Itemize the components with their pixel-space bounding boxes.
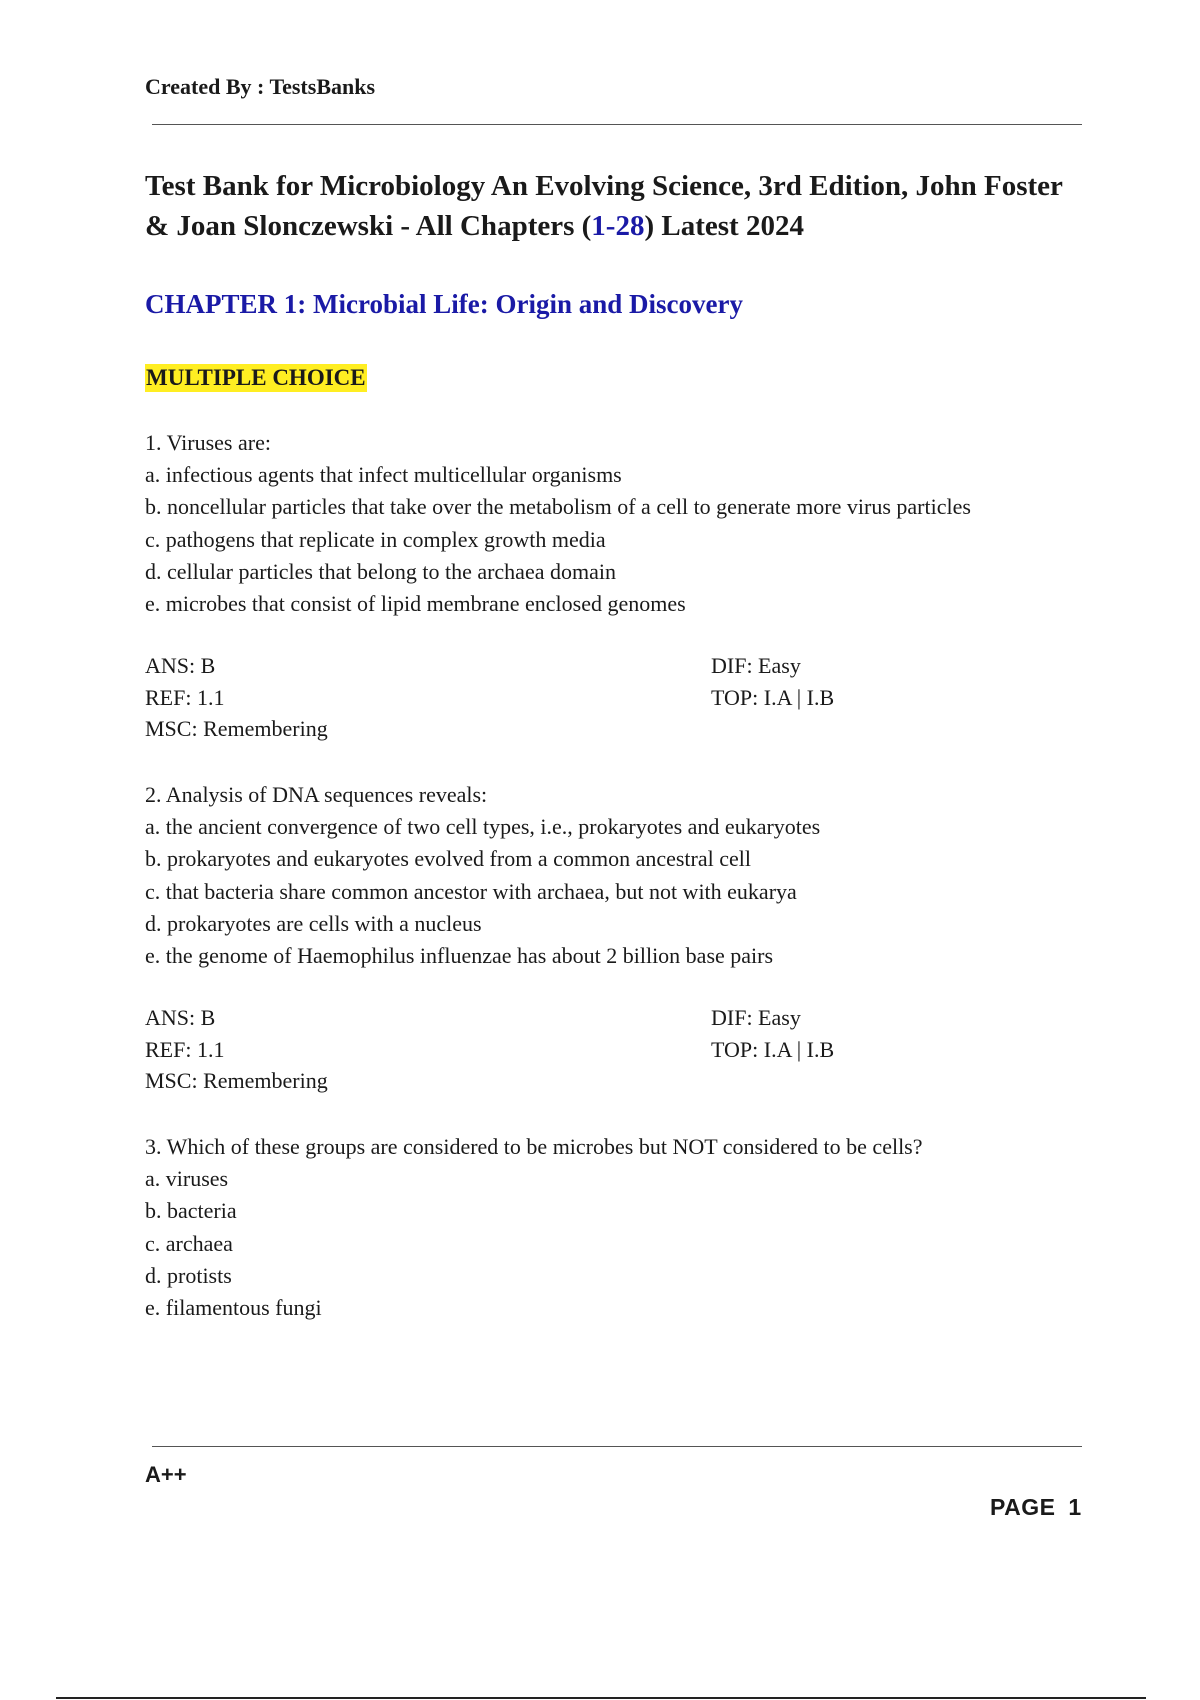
answer-option: a. the ancient convergence of two cell types, i.e., prokaryotes and eukaryotes [145, 814, 821, 840]
answer-option: e. filamentous fungi [145, 1295, 322, 1321]
answer-option: a. viruses [145, 1166, 229, 1192]
answer-option: d. prokaryotes are cells with a nucleus [145, 910, 482, 936]
question-2-meta [145, 1002, 1085, 1102]
document-title [145, 166, 1085, 246]
question-2 [145, 779, 1085, 972]
question-3 [145, 1131, 1085, 1324]
difficulty: DIF: Easy [711, 1005, 801, 1030]
answer-option: a. infectious agents that infect multicellular organisms [145, 462, 622, 488]
topic: TOP: I.A | I.B [711, 684, 835, 710]
answer-option: e. the genome of Haemophilus influenzae has about 2 billion base pairs [145, 943, 774, 969]
answer-option: d. protists [145, 1262, 232, 1288]
grade-label: A++ [145, 1462, 187, 1487]
question-stem: 3. Which of these groups are considered to be microbes but NOT considered to be cells? [145, 1134, 923, 1159]
difficulty: DIF: Easy [711, 653, 801, 678]
answer-key: ANS: B [145, 1005, 216, 1030]
created-by-label: Created By : TestsBanks [145, 74, 376, 99]
reference: REF: 1.1 [145, 1036, 225, 1062]
topic: TOP: I.A | I.B [711, 1036, 835, 1062]
footer-divider [152, 1446, 1082, 1447]
answer-option: e. microbes that consist of lipid membrane enclosed genomes [145, 591, 686, 617]
answer-option: b. noncellular particles that take over the metabolism of a cell to generate more virus particles [145, 494, 971, 520]
answer-key: ANS: B [145, 653, 216, 678]
page-bottom-edge [56, 1697, 1146, 1699]
question-1 [145, 427, 1085, 620]
header-divider [152, 124, 1082, 125]
msc-tag: MSC: Remembering [145, 1068, 328, 1093]
title-suffix: ) Latest 2024 [644, 210, 804, 242]
page-number: PAGE 1 [990, 1494, 1082, 1520]
answer-option: c. archaea [145, 1230, 233, 1256]
question-stem: 2. Analysis of DNA sequences reveals: [145, 782, 488, 807]
answer-option: b. prokaryotes and eukaryotes evolved from a common ancestral cell [145, 846, 751, 872]
question-stem: 1. Viruses are: [145, 430, 271, 455]
msc-tag: MSC: Remembering [145, 716, 328, 741]
answer-option: d. cellular particles that belong to the archaea domain [145, 558, 616, 584]
section-label-highlight: MULTIPLE CHOICE [146, 365, 366, 390]
title-text: Test Bank for Microbiology An Evolving Science, 3rd Edition, John Foster & Joan Slonczewski - All Chapters ( [145, 170, 1063, 242]
answer-option: c. that bacteria share common ancestor with archaea, but not with eukarya [145, 878, 797, 904]
answer-option: b. bacteria [145, 1198, 237, 1224]
answer-option: c. pathogens that replicate in complex growth media [145, 526, 606, 552]
reference: REF: 1.1 [145, 684, 225, 710]
chapter-heading: CHAPTER 1: Microbial Life: Origin and Discovery [145, 289, 743, 319]
question-1-meta [145, 650, 1085, 750]
chapter-range: 1-28 [591, 210, 645, 242]
